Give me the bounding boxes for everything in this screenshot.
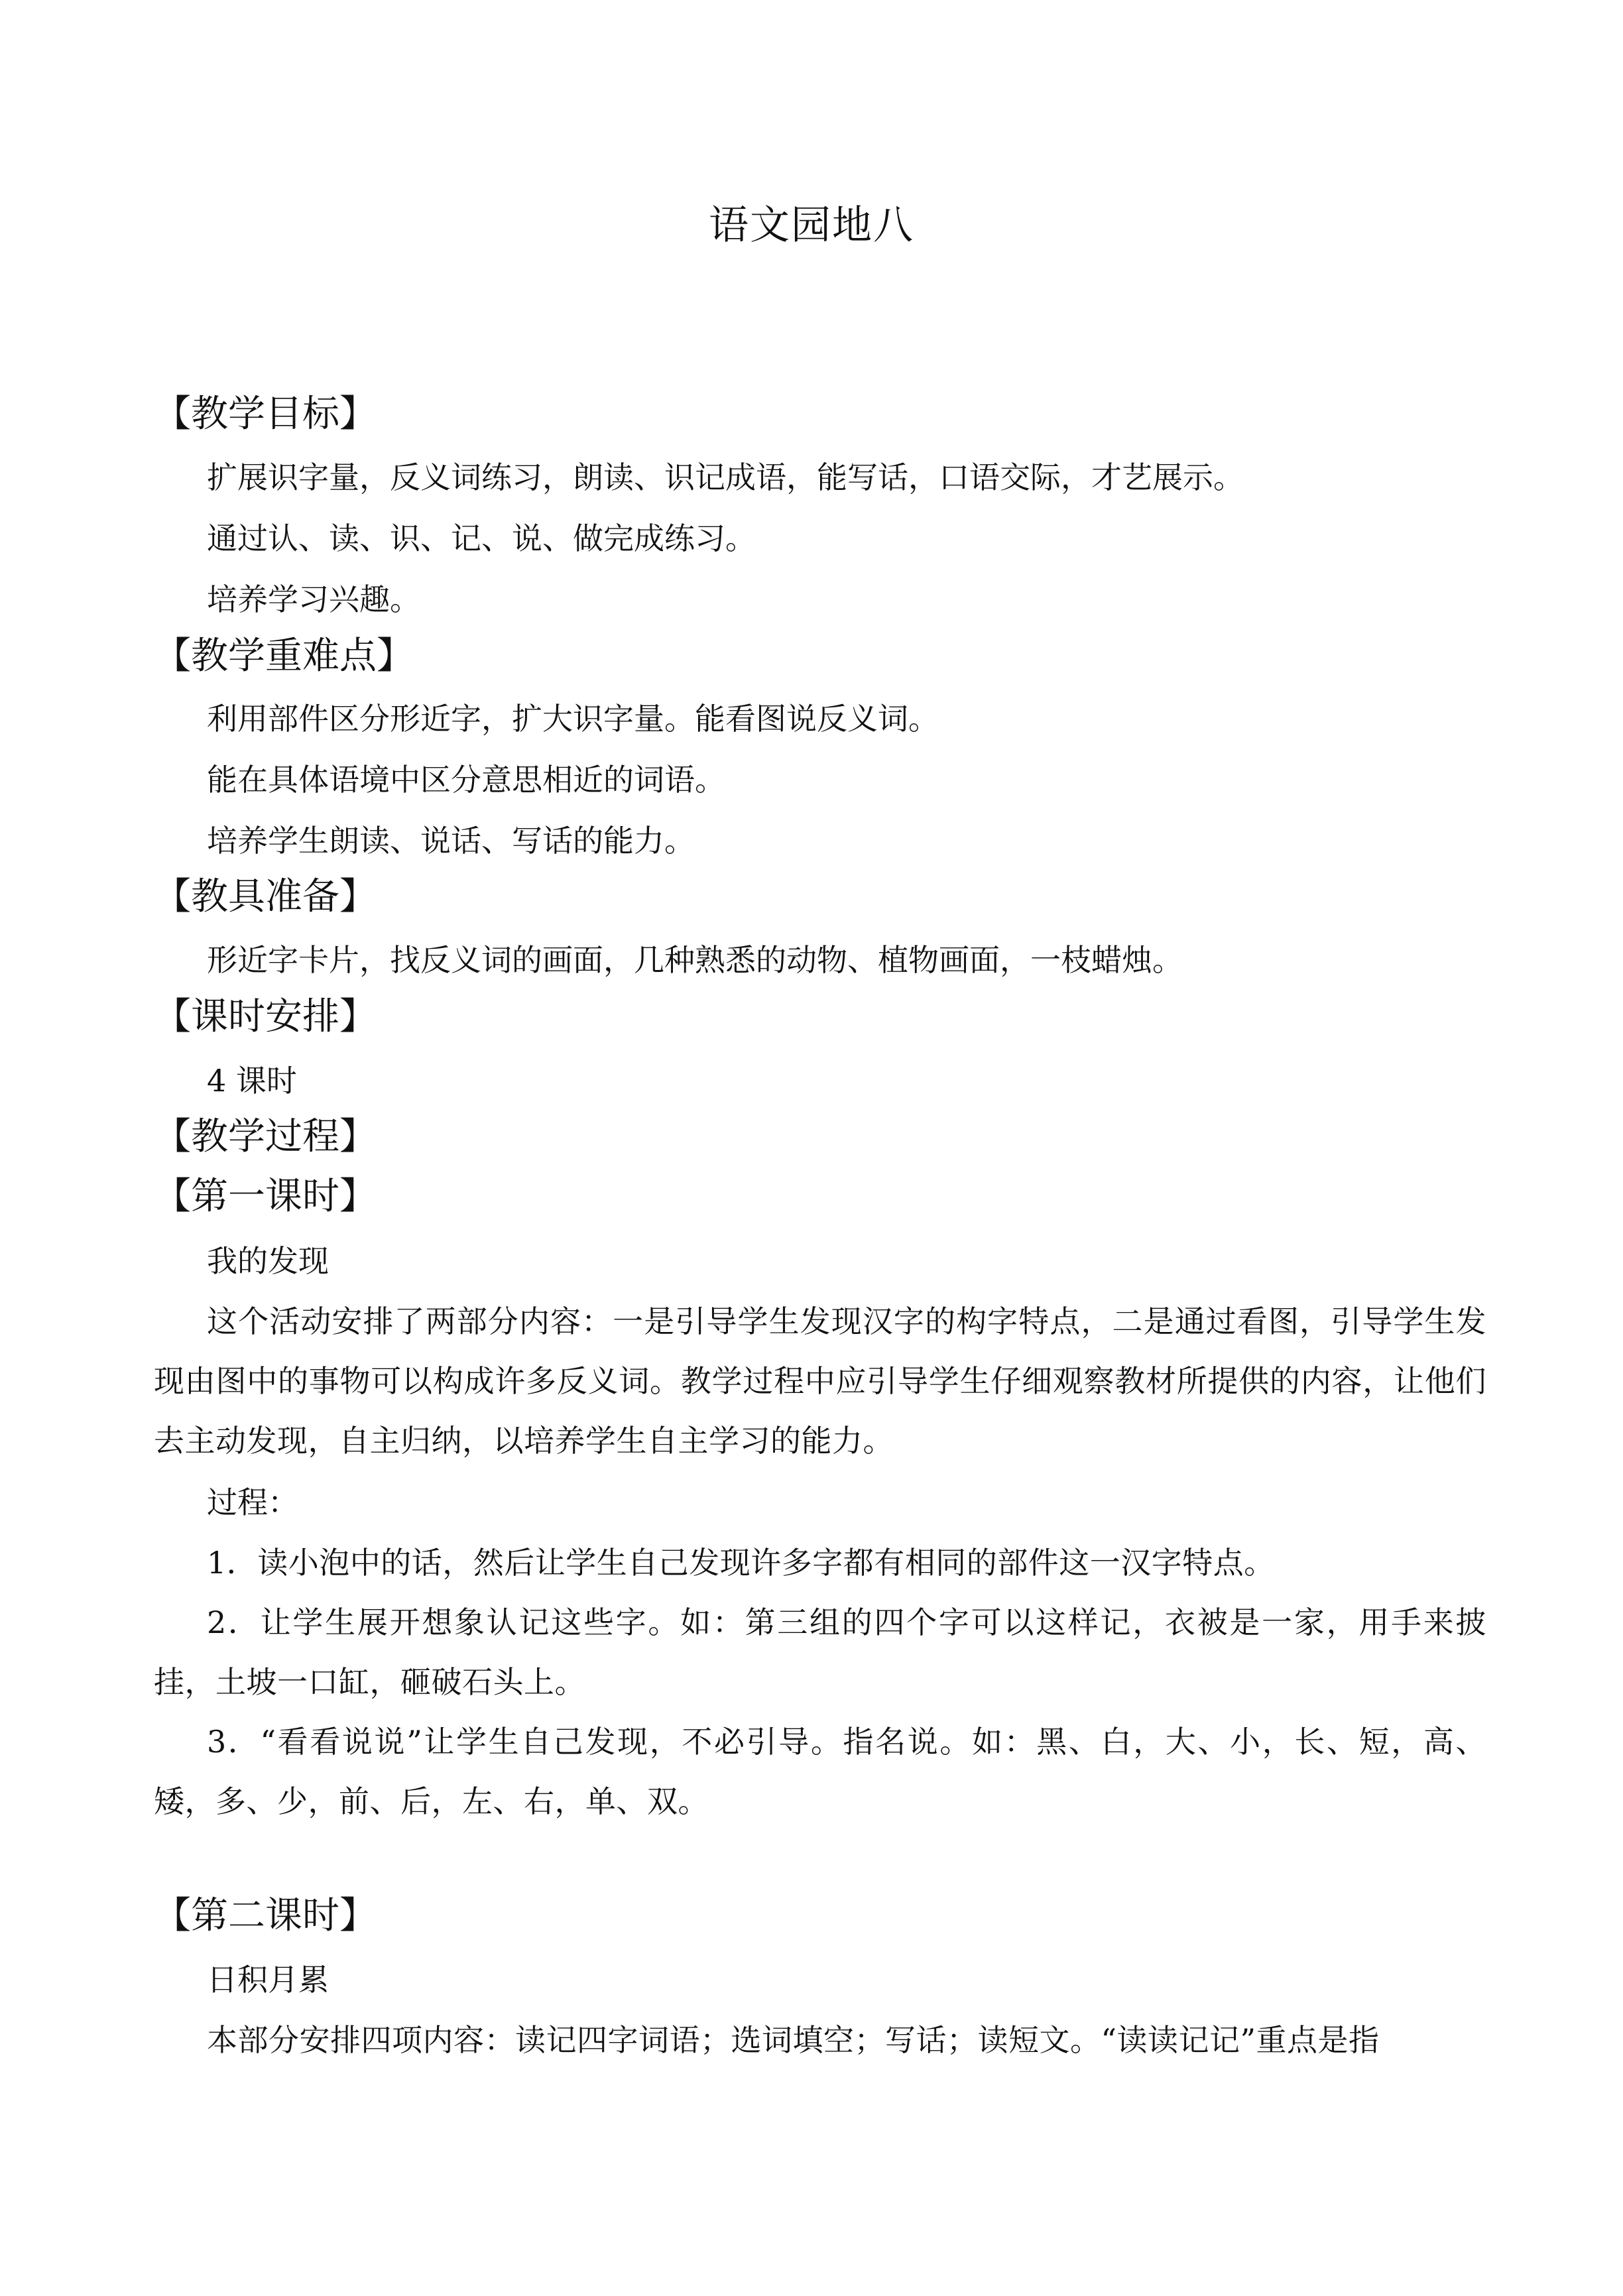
lesson-1-step-1: 1．读小泡中的话，然后让学生自己发现许多字都有相同的部件这一汉字特点。 xyxy=(207,1545,1275,1581)
heading-goals: 【教学目标】 xyxy=(154,393,377,436)
lesson-1-intro: 这个活动安排了两部分内容：一是引导学生发现汉字的构字特点，二是通过看图，引导学生发现由图中的事物可以构成许多反义词。教学过程中应引导学生仔细观察教材所提供的内容，让他们去主动发现，自主归纳，以培养学生自主学习的能力。 xyxy=(154,1303,1486,1459)
lesson-1-step-2: 2．让学生展开想象认记这些字。如：第三组的四个字可以这样记，衣被是一家，用手来披挂，土坡一口缸，砸破石头上。 xyxy=(154,1604,1486,1700)
heading-lesson-2: 【第二课时】 xyxy=(154,1894,377,1937)
lesson-1-subtitle: 我的发现 xyxy=(207,1243,329,1279)
lesson-2-intro: 本部分安排四项内容：读记四字词语；选词填空；写话；读短文。“读读记记”重点是指 xyxy=(207,2022,1380,2058)
lesson-1-step-3: 3．“看看说说”让学生自己发现，不必引导。指名说。如：黑、白，大、小，长、短，高、矮，多、少，前、后，左、右，单、双。 xyxy=(154,1724,1486,1819)
lesson-2-subtitle: 日积月累 xyxy=(207,1962,329,1998)
key-points-line-1: 利用部件区分形近字，扩大识字量。能看图说反义词。 xyxy=(207,701,939,737)
goals-line-1: 扩展识字量，反义词练习，朗读、识记成语，能写话，口语交际，才艺展示。 xyxy=(207,459,1244,495)
heading-key-points: 【教学重难点】 xyxy=(154,634,414,678)
heading-materials: 【教具准备】 xyxy=(154,875,377,918)
heading-process: 【教学过程】 xyxy=(154,1115,377,1158)
key-points-line-3: 培养学生朗读、说话、写话的能力。 xyxy=(207,823,695,859)
goals-line-2: 通过认、读、识、记、说、做完成练习。 xyxy=(207,520,756,556)
lesson-1-process-label: 过程： xyxy=(207,1484,298,1520)
key-points-line-2: 能在具体语境中区分意思相近的词语。 xyxy=(207,762,725,798)
goals-line-3: 培养学习兴趣。 xyxy=(207,581,420,617)
page-title: 语文园地八 xyxy=(709,202,914,249)
schedule-line-1: 4 课时 xyxy=(207,1063,297,1099)
heading-lesson-1: 【第一课时】 xyxy=(154,1175,377,1218)
heading-schedule: 【课时安排】 xyxy=(154,995,377,1038)
materials-line-1: 形近字卡片，找反义词的画面，几种熟悉的动物、植物画面，一枝蜡烛。 xyxy=(207,942,1183,978)
